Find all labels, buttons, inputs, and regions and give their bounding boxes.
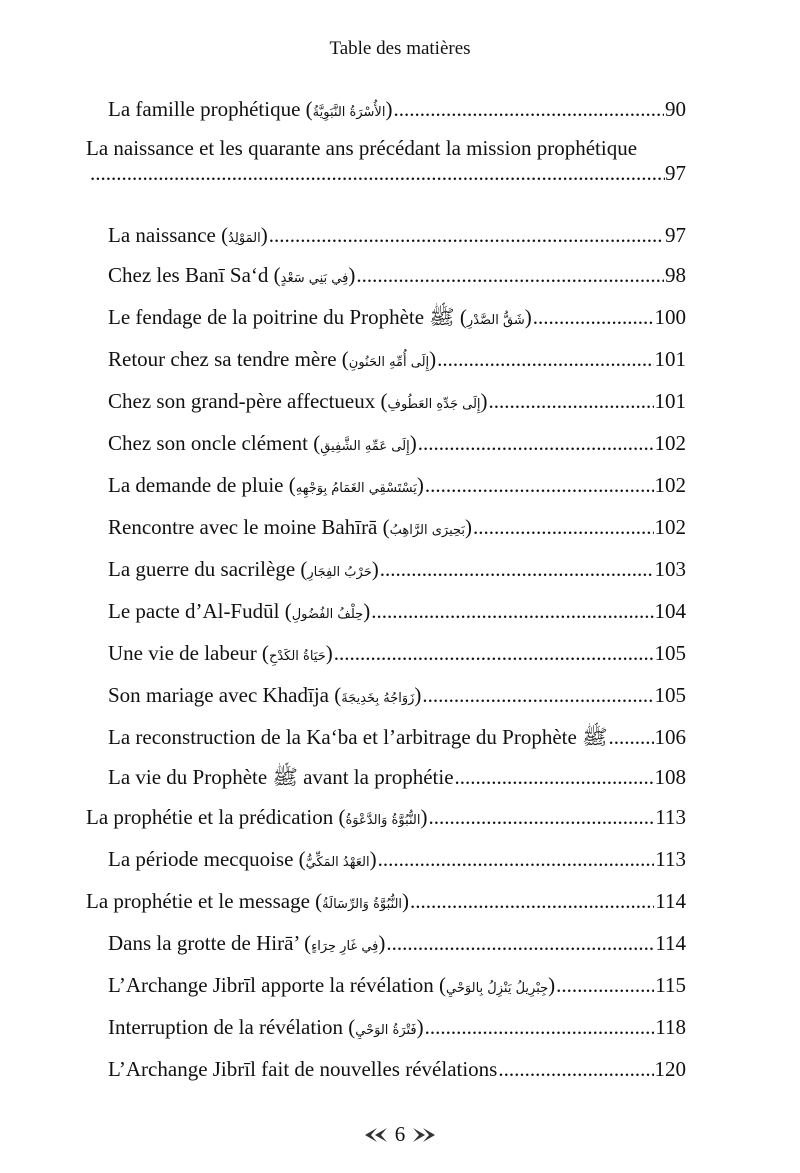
toc-entry-close: ) xyxy=(402,889,410,913)
toc-entry[interactable] xyxy=(86,296,686,338)
toc-entry[interactable] xyxy=(86,254,686,296)
toc-entry[interactable] xyxy=(86,380,686,422)
toc-entry-close: ) xyxy=(465,515,473,539)
toc-entry-close: ) xyxy=(325,641,333,665)
toc-entry-title: L’Archange Jibrīl fait de nouvelles révélations xyxy=(108,1057,498,1081)
toc-entry-title: Chez les Banī Sa‘d ( xyxy=(108,263,281,287)
page-number: 6 xyxy=(394,1122,406,1146)
dot-leader xyxy=(533,296,654,338)
toc-entry-title: Rencontre avec le moine Bahīrā ( xyxy=(108,515,390,539)
dot-leader xyxy=(410,880,654,922)
page-footer xyxy=(0,1122,800,1147)
toc-entry-arabic: إِلَى أُمِّهِ الحَنُونِ xyxy=(348,355,430,370)
toc-entry[interactable] xyxy=(86,838,686,880)
toc-entry-page: 115 xyxy=(655,973,686,997)
dot-leader xyxy=(380,548,654,590)
toc-entry[interactable] xyxy=(86,716,686,758)
toc-entry[interactable] xyxy=(86,796,686,838)
dot-leader xyxy=(498,1048,653,1090)
toc-entry-close: ) xyxy=(416,1015,424,1039)
toc-entry-title: La famille prophétique ( xyxy=(108,97,313,121)
toc-entry[interactable] xyxy=(86,1048,686,1090)
running-title: Table des matières xyxy=(329,38,471,59)
dot-leader xyxy=(489,380,654,422)
toc-entry-page: 102 xyxy=(654,515,686,539)
toc-entry-close: ) xyxy=(429,347,437,371)
dot-leader xyxy=(437,338,653,380)
toc-entry-arabic: إِلَى جَدِّهِ العَطُوفِ xyxy=(387,397,481,412)
toc-entry[interactable] xyxy=(86,632,686,674)
toc-entry-arabic: الأُسْرَةُ النَّبَوِيَّةُ xyxy=(312,105,386,120)
ornament-left-icon xyxy=(363,1125,389,1145)
dot-leader xyxy=(455,758,654,796)
toc-entry-page: 104 xyxy=(654,599,686,623)
toc-entry-title: La prophétie et le message ( xyxy=(86,889,323,913)
toc-entry-page: 113 xyxy=(655,805,686,829)
toc-entry-title: Son mariage avec Khadīja ( xyxy=(108,683,342,707)
toc-entry-page: 120 xyxy=(654,1057,686,1081)
toc-entry[interactable] xyxy=(86,548,686,590)
toc-entry-title: La reconstruction de la Ka‘ba et l’arbitrage du Prophète ﷺ xyxy=(108,725,608,749)
toc-entry-page: 98 xyxy=(665,263,686,287)
toc-entry-title: Le fendage de la poitrine du Prophète ﷺ ( xyxy=(108,305,467,329)
dot-leader xyxy=(356,254,664,296)
toc-entry-page: 97 xyxy=(665,161,686,185)
toc-entry-page: 113 xyxy=(655,847,686,871)
toc-entry-close: ) xyxy=(414,683,422,707)
toc-entry-arabic: جِبْرِيلُ يَنْزِلُ بِالوَحْيِ xyxy=(446,981,549,996)
toc-entry-arabic: شَقُّ الصَّدْرِ xyxy=(466,313,525,328)
toc-entry-arabic: يَسْتَسْقِي الغَمَامُ بِوَجْهِهِ xyxy=(295,481,417,496)
toc-entry-page: 105 xyxy=(654,641,686,665)
dot-leader xyxy=(429,796,655,838)
toc-entry-title: La prophétie et la prédication ( xyxy=(86,805,346,829)
toc-entry-title: La guerre du sacrilège ( xyxy=(108,557,308,581)
toc-entry-page: 102 xyxy=(654,473,686,497)
toc-entry-arabic: حِلْفُ الفُضُولِ xyxy=(291,607,364,622)
toc-entry-close: ) xyxy=(348,263,356,287)
toc-entry-close: ) xyxy=(548,973,556,997)
toc-entry-title: La vie du Prophète ﷺ avant la prophétie xyxy=(108,765,454,789)
toc-entry-arabic: المَوْلِدُ xyxy=(228,231,261,246)
toc-entry-arabic: النُّبُوَّةُ وَالرِّسَالَةُ xyxy=(322,897,403,912)
toc-entry[interactable] xyxy=(86,464,686,506)
toc-entry[interactable] xyxy=(86,338,686,380)
toc-entry-title: Une vie de labeur ( xyxy=(108,641,269,665)
toc-entry-title: La période mecquoise ( xyxy=(108,847,306,871)
toc-entry-title: Chez son grand-père affectueux ( xyxy=(108,389,388,413)
toc-entry[interactable] xyxy=(86,880,686,922)
dot-leader xyxy=(393,88,664,130)
toc-entry-title: Interruption de la révélation ( xyxy=(108,1015,356,1039)
toc-entry-close: ) xyxy=(524,305,532,329)
toc-entry-arabic: النُّبُوَّةُ وَالدَّعْوَةُ xyxy=(345,813,421,828)
toc-entry-title: La naissance et les quarante ans précédant la mission prophétique xyxy=(86,136,638,160)
toc-entry-title: Le pacte d’Al-Fudūl ( xyxy=(108,599,292,623)
ornament-right-icon xyxy=(411,1125,437,1145)
dot-leader xyxy=(386,922,654,964)
toc-entry-arabic: حَيَاةُ الكَدْحِ xyxy=(268,649,326,664)
dot-leader xyxy=(418,422,654,464)
toc-entry-close: ) xyxy=(260,223,268,247)
toc-entry-title: La naissance ( xyxy=(108,223,229,247)
dot-leader xyxy=(425,1006,655,1048)
toc-entry-title: Dans la grotte de Hirā’ ( xyxy=(108,931,312,955)
dot-leader xyxy=(608,716,653,758)
toc-entry-close: ) xyxy=(409,431,417,455)
toc-entry-close: ) xyxy=(385,97,393,121)
dot-leader xyxy=(378,838,655,880)
dot-leader xyxy=(473,506,653,548)
dot-leader xyxy=(556,964,654,1006)
toc-entry-page: 103 xyxy=(654,557,686,581)
toc-entry-page: 114 xyxy=(655,931,686,955)
toc-entry-title: Retour chez sa tendre mère ( xyxy=(108,347,349,371)
toc-entry[interactable] xyxy=(86,506,686,548)
toc-entry-page: 90 xyxy=(665,97,686,121)
toc-entry[interactable] xyxy=(86,422,686,464)
toc-entry-close: ) xyxy=(363,599,371,623)
toc-entry-page: 100 xyxy=(654,305,686,329)
toc-entry-page: 105 xyxy=(654,683,686,707)
toc-entry-arabic: حَرْبُ الفِجَارِ xyxy=(307,565,372,580)
toc-entry-close: ) xyxy=(420,805,428,829)
toc-entry[interactable] xyxy=(86,216,686,254)
toc-entry-arabic: إِلَى عَمِّهِ الشَّفِيقِ xyxy=(320,439,410,454)
toc-entry-title: L’Archange Jibrīl apporte la révélation ( xyxy=(108,973,447,997)
toc-entry-page: 114 xyxy=(655,889,686,913)
toc-entry-arabic: فِي بَنِي سَعْدٍ xyxy=(280,271,349,286)
toc-entry[interactable] xyxy=(86,964,686,1006)
toc-entry-close: ) xyxy=(480,389,488,413)
toc-entry[interactable] xyxy=(86,590,686,632)
dot-leader xyxy=(334,632,654,674)
toc-entry-page: 108 xyxy=(654,765,686,789)
dot-leader xyxy=(422,674,653,716)
toc-entry-page: 101 xyxy=(654,389,686,413)
toc-entry[interactable] xyxy=(86,922,686,964)
toc-entry-page: 101 xyxy=(654,347,686,371)
toc-entry-title: La demande de pluie ( xyxy=(108,473,296,497)
toc-entry[interactable] xyxy=(86,758,686,796)
toc-entry-arabic: فَتْرَةُ الوَحْيِ xyxy=(355,1023,417,1038)
toc-entry-page: 97 xyxy=(665,223,686,247)
table-of-contents xyxy=(86,88,686,1090)
toc-entry-page: 106 xyxy=(654,725,686,749)
toc-entry-arabic: زَوَاجُهُ بِخَدِيجَةَ xyxy=(341,691,415,706)
toc-entry[interactable] xyxy=(86,88,686,130)
toc-entry-close: ) xyxy=(416,473,424,497)
toc-entry-title: Chez son oncle clément ( xyxy=(108,431,321,455)
toc-entry-close: ) xyxy=(369,847,377,871)
toc-entry-arabic: بَحِيرَى الرَّاهِبُ xyxy=(389,523,466,538)
toc-entry[interactable] xyxy=(86,130,686,216)
toc-entry[interactable] xyxy=(86,674,686,716)
toc-entry-page: 118 xyxy=(655,1015,686,1039)
dot-leader xyxy=(269,216,664,254)
dot-leader xyxy=(371,590,653,632)
toc-entry-close: ) xyxy=(371,557,379,581)
dot-leader xyxy=(425,464,654,506)
toc-entry[interactable] xyxy=(86,1006,686,1048)
toc-entry-arabic: فِي غَارِ حِرَاءٍ xyxy=(311,939,379,954)
dot-leader xyxy=(90,161,665,186)
toc-entry-page: 102 xyxy=(654,431,686,455)
toc-entry-close: ) xyxy=(378,931,386,955)
toc-entry-arabic: العَهْدُ المَكِّيُّ xyxy=(305,855,370,870)
